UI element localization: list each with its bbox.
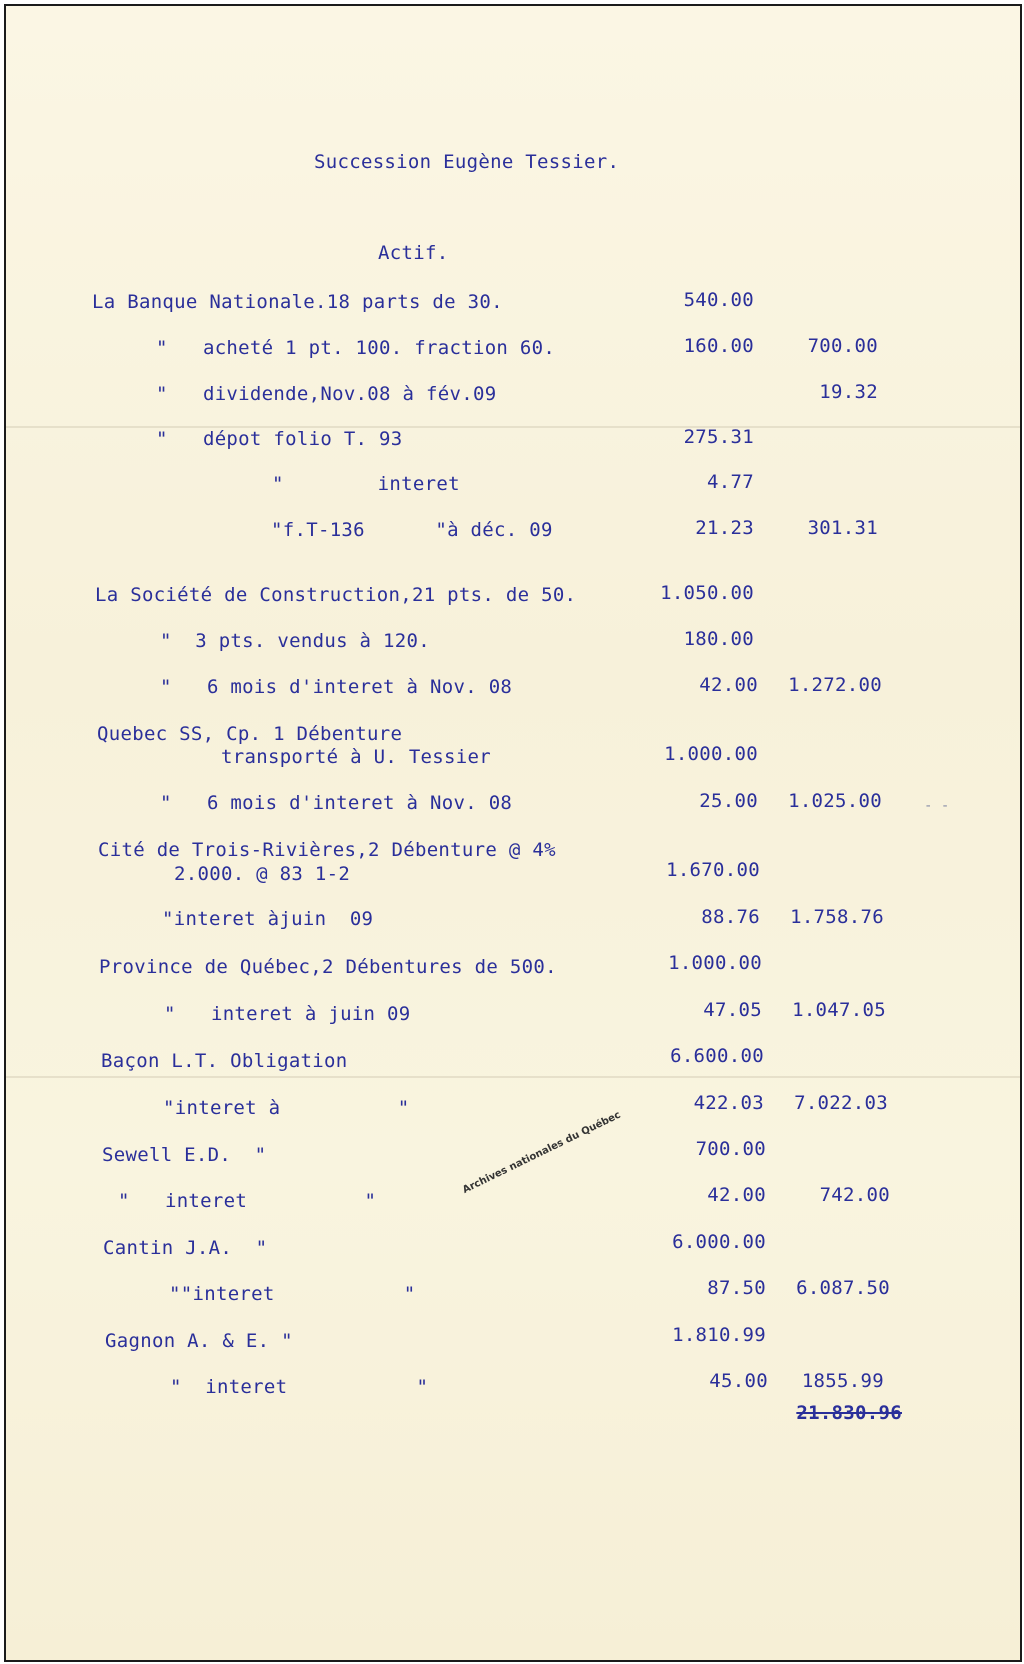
ledger-amount: 88.76 [701, 906, 760, 928]
ledger-total: 742.00 [819, 1184, 890, 1206]
ledger-entry-text: " interet " [118, 1190, 377, 1212]
ledger-entry-text: Cantin J.A. " [103, 1237, 268, 1259]
ledger-entry-text: " 3 pts. vendus à 120. [160, 630, 430, 652]
ledger-amount: 6.600.00 [670, 1045, 764, 1067]
ledger-entry-text: "interet à " [163, 1097, 410, 1119]
ledger-amount: 25.00 [699, 790, 758, 812]
ledger-total: 6.087.50 [796, 1277, 890, 1299]
ledger-entry-text: " 6 mois d'interet à Nov. 08 [160, 792, 513, 814]
ledger-entry-text: Quebec SS, Cp. 1 Débenture [97, 723, 403, 745]
ledger-entry-text: La Société de Construction,21 pts. de 50. [95, 584, 577, 606]
ledger-amount: 1.000.00 [668, 952, 762, 974]
ledger-total: 1.758.76 [790, 906, 884, 928]
ledger-total: 1855.99 [801, 1370, 884, 1392]
ledger-total: 7.022.03 [794, 1092, 888, 1114]
ledger-entry-text: Cité de Trois-Rivières,2 Débenture @ 4% [98, 839, 556, 861]
ledger-entry-text: Baçon L.T. Obligation [101, 1050, 348, 1072]
ledger-entry-text: Sewell E.D. " [102, 1144, 267, 1166]
ledger-total: 700.00 [807, 335, 878, 357]
ledger-amount: 700.00 [695, 1138, 766, 1160]
ledger-amount: 1.810.99 [672, 1324, 766, 1346]
ledger-entry-text: 2.000. @ 83 1-2 [174, 863, 351, 885]
ledger-amount: 87.50 [707, 1277, 766, 1299]
struck-grand-total: 21.830.96 [796, 1402, 902, 1424]
ink-mark: - - [924, 798, 950, 814]
ledger-amount: 21.23 [695, 517, 754, 539]
ledger-total: 1.047.05 [792, 999, 886, 1021]
ledger-entry-text: "f.T-136 "à déc. 09 [271, 519, 553, 541]
ledger-amount: 180.00 [683, 628, 754, 650]
ledger-amount: 1.000.00 [664, 743, 758, 765]
ledger-amount: 275.31 [683, 426, 754, 448]
ledger-total: 19.32 [819, 381, 878, 403]
ledger-entry-text: " 6 mois d'interet à Nov. 08 [160, 676, 513, 698]
ledger-amount: 1.670.00 [666, 859, 760, 881]
ledger-amount: 47.05 [703, 999, 762, 1021]
ledger-amount: 422.03 [693, 1092, 764, 1114]
ledger-entry-text: La Banque Nationale.18 parts de 30. [92, 291, 503, 313]
ledger-entry-text: "interet àjuin 09 [162, 908, 374, 930]
ledger-amount: 160.00 [683, 335, 754, 357]
ledger-entry-text: " interet " [170, 1376, 429, 1398]
ledger-total: 301.31 [807, 517, 878, 539]
section-heading: Actif. [378, 242, 449, 264]
ledger-entry-text: Province de Québec,2 Débentures de 500. [99, 956, 557, 978]
ledger-amount: 42.00 [699, 674, 758, 696]
ledger-entry-text: " acheté 1 pt. 100. fraction 60. [156, 337, 556, 359]
archive-stamp: Archives nationales du Québec [461, 1109, 623, 1196]
ledger-amount: 45.00 [709, 1370, 768, 1392]
ledger-entry-text: ""interet " [169, 1283, 416, 1305]
ledger-amount: 1.050.00 [660, 582, 754, 604]
document-frame [4, 4, 1022, 1662]
ledger-entry-text: " dépot folio T. 93 [156, 428, 403, 450]
ledger-total: 1.272.00 [788, 674, 882, 696]
ledger-entry-text: transporté à U. Tessier [221, 746, 491, 768]
ledger-amount: 42.00 [707, 1184, 766, 1206]
fold-line [6, 1076, 1020, 1078]
paper-sheet [6, 6, 1020, 1660]
ledger-entry-text: Gagnon A. & E. " [105, 1330, 293, 1352]
ledger-total: 1.025.00 [788, 790, 882, 812]
ledger-amount: 4.77 [707, 471, 754, 493]
ledger-amount: 540.00 [683, 289, 754, 311]
ledger-amount: 6.000.00 [672, 1231, 766, 1253]
ledger-entry-text: " dividende,Nov.08 à fév.09 [156, 383, 497, 405]
document-title: Succession Eugène Tessier. [314, 151, 620, 173]
ledger-entry-text: " interet [272, 473, 460, 495]
ledger-entry-text: " interet à juin 09 [164, 1003, 411, 1025]
